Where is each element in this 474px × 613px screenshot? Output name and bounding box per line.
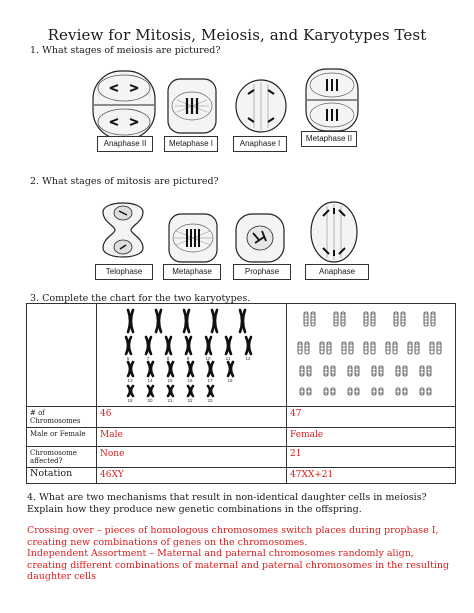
chromosome-number: 14 [147, 378, 153, 383]
karyotype-2-sex: Female [287, 428, 456, 447]
karyotype-1-notation: 46XY [97, 468, 287, 484]
chromosome-pair [420, 366, 431, 376]
chromosome-number: 18 [227, 378, 233, 383]
chromosome-pair [348, 366, 359, 376]
table-row [27, 407, 456, 428]
question-3: 3. Complete the chart for the two karyotypes. [30, 293, 251, 304]
chromosome [188, 386, 193, 396]
chromosome-number: 22 [187, 398, 193, 403]
chromosome [128, 310, 133, 332]
chromosome-number: 21 [167, 398, 173, 403]
chromosome-pair [342, 342, 353, 354]
chromosome [148, 362, 153, 376]
karyotype-2-chromosome-count: 47 [287, 407, 456, 428]
meiosis-label-4: Metaphase II [301, 131, 357, 147]
chromosome-pair [372, 388, 383, 395]
meiosis-label-2: Metaphase I [164, 136, 218, 152]
mitosis-label-4: Anaphase [305, 264, 369, 280]
chromosome-pair [386, 342, 397, 354]
karyotype-images-row [27, 304, 456, 407]
chromosome-pair [324, 388, 335, 395]
karyotype-2-affected: 21 [287, 447, 456, 468]
chromosome [148, 386, 153, 396]
karyotype-1-affected: None [97, 447, 287, 468]
chromosome-pair [324, 366, 335, 376]
karyotype-1-chromosome-count: 46 [97, 407, 287, 428]
chromosome-pair [320, 342, 331, 354]
meiosis-label-1: Anaphase II [97, 136, 153, 152]
chromosome [184, 310, 189, 332]
mitosis-label-1: Telophase [95, 264, 153, 280]
meiosis-label-3: Anaphase I [233, 136, 287, 152]
chromosome-number: 7 [146, 356, 150, 361]
cell-diagram-6 [168, 213, 218, 263]
chromosome-number: 20 [147, 398, 153, 403]
mitosis-label-2: Metaphase [163, 264, 221, 280]
chromosome-pair [424, 312, 435, 326]
chromosome [128, 386, 133, 396]
karyotype-2-notation: 47XX+21 [287, 468, 456, 484]
answer-independent-assortment: Independent Assortment – Maternal and paternal chromosomes randomly align, creating different combinations of maternal and paternal chromosomes in the resulting daughter cells [27, 548, 450, 582]
chromosome-pair [364, 312, 375, 326]
chromosome [206, 337, 211, 354]
answer-4 [27, 525, 452, 583]
chromosome-pair [304, 312, 315, 326]
chromosome [126, 337, 131, 354]
chromosome-pair [298, 342, 309, 354]
chromosome [208, 386, 213, 396]
chromosome [128, 362, 133, 376]
chromosome-number: 8 [166, 356, 170, 361]
cell-diagram-2 [167, 78, 217, 134]
karyotype-1-image [100, 306, 283, 404]
chromosome [240, 310, 245, 332]
answer-crossing-over: Crossing over – pieces of homologous chromosomes switch places during prophase I, creating new combinations of genes on the chromosomes. [27, 525, 439, 548]
cell-diagram-4 [305, 68, 359, 132]
karyotype-2-image [290, 306, 452, 404]
cell-diagram-1 [92, 70, 156, 140]
table-row [27, 468, 456, 484]
cell-diagram-3 [234, 78, 288, 134]
chromosome-pair [364, 342, 375, 354]
chromosome-pair [334, 312, 345, 326]
row-label-notation: Notation [27, 468, 97, 484]
karyotype-2-cell [287, 304, 456, 407]
question-2: 2. What stages of mitosis are pictured? [30, 176, 219, 187]
chromosome-pair [348, 388, 359, 395]
chromosome [226, 337, 231, 354]
row-label-chromosome-count: # of Chromosomes [27, 407, 97, 428]
cell-diagram-8 [309, 200, 359, 264]
chromosome-pair [420, 388, 431, 395]
chromosome-number: 23 [207, 398, 213, 403]
table-row [27, 428, 456, 447]
chromosome-number: 16 [187, 378, 193, 383]
chromosome-pair [430, 342, 441, 354]
cell-diagram-5 [97, 198, 149, 262]
chromosome-number: 19 [127, 398, 133, 403]
chromosome-pair [372, 366, 383, 376]
chromosome [246, 337, 251, 354]
chromosome-number: 9 [186, 356, 190, 361]
page-title: Review for Mitosis, Meiosis, and Karyotypes Test [47, 26, 427, 44]
chromosome-number: 6 [126, 356, 130, 361]
karyotype-1-sex: Male [97, 428, 287, 447]
chromosome-number: 15 [167, 378, 173, 383]
chromosome-number: 10 [205, 356, 211, 361]
chromosome [228, 362, 233, 376]
chromosome-pair [408, 342, 419, 354]
chromosome [212, 310, 217, 332]
mitosis-label-3: Prophase [233, 264, 291, 280]
table-row [27, 447, 456, 468]
karyotype-1-cell [97, 304, 287, 407]
chromosome [156, 310, 161, 332]
chromosome [168, 386, 173, 396]
chromosome-number: 12 [245, 356, 251, 361]
chromosome-number: 17 [207, 378, 213, 383]
chromosome [168, 362, 173, 376]
chromosome-pair [394, 312, 405, 326]
row-label-affected: Chromosome affected? [27, 447, 97, 468]
chromosome [146, 337, 151, 354]
row-label-sex: Male or Female [27, 428, 97, 447]
chromosome [186, 337, 191, 354]
chromosome [166, 337, 171, 354]
chromosome-number: 11 [225, 356, 231, 361]
question-4: 4. What are two mechanisms that result in non-identical daughter cells in meiosis? Explain how they produce new genetic combinations in the offspring. [27, 492, 427, 515]
chromosome [208, 362, 213, 376]
chromosome [188, 362, 193, 376]
chromosome-pair [300, 366, 311, 376]
question-1: 1. What stages of meiosis are pictured? [30, 45, 221, 56]
cell-diagram-7 [235, 213, 285, 263]
chromosome-pair [396, 366, 407, 376]
chromosome-number: 13 [127, 378, 133, 383]
chromosome-pair [396, 388, 407, 395]
karyotype-chart [26, 303, 456, 484]
chromosome-pair [300, 388, 311, 395]
empty-corner-cell [27, 304, 97, 407]
